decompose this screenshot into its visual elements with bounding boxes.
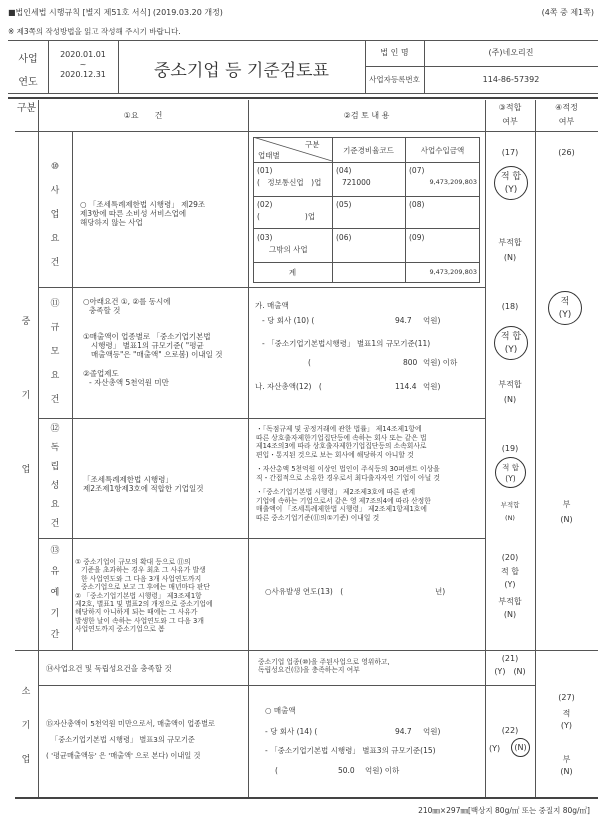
scale-asset-unit: 억원) bbox=[423, 382, 441, 391]
row2-type: (02) ( )업 bbox=[257, 200, 316, 221]
row2-code: (05) bbox=[336, 200, 352, 209]
total-label: 계 bbox=[288, 268, 297, 277]
scale-company-unit: 억원) bbox=[423, 316, 441, 325]
col-fit: ③적합 여부 bbox=[498, 103, 522, 126]
row3-type: (03) 그밖의 사업 bbox=[257, 233, 308, 254]
biz-no-label: 사업자등록번호 bbox=[369, 75, 420, 84]
scale-company-value: 94.7 bbox=[395, 316, 412, 325]
business-requirement: ○ 「조세특례제한법 시행령」 제29조 제3항에 따른 소비성 서비스업에 해당하지 않는 사업 bbox=[80, 200, 206, 227]
row2-revenue: (08) bbox=[409, 200, 425, 209]
scale-standard-label: - 「중소기업기본법시행령」 별표1의 규모기준(11) bbox=[262, 339, 431, 348]
small2-yes[interactable]: (Y) bbox=[489, 744, 501, 753]
year-label: 사업 연도 bbox=[18, 54, 38, 88]
col-proper: ④적정 여부 bbox=[555, 103, 578, 126]
small1-requirement: ⑭사업요건 및 독립성요건을 충족할 것 bbox=[46, 664, 172, 673]
th-business-type: 업태별 bbox=[258, 151, 280, 160]
th-category: 구분 bbox=[305, 140, 320, 149]
small2-company-value: 94.7 bbox=[395, 727, 412, 736]
indep-nonfit[interactable]: 부적합 (N) bbox=[500, 501, 520, 522]
biz-no: 114-86-57392 bbox=[482, 75, 540, 84]
scale-company-label: - 당 회사 (10) ( bbox=[262, 316, 315, 325]
business-code: (17) bbox=[501, 148, 519, 157]
scale-asset-label: 나. 자산총액(12) ( bbox=[255, 382, 322, 391]
scale-revenue-label: 가. 매출액 bbox=[255, 301, 289, 310]
row1-type: (01) ( 정보통신업 )업 bbox=[257, 166, 322, 187]
th-code: 기준경비율코드 bbox=[343, 146, 394, 155]
indep-fit-circled[interactable]: 적 합 (Y) bbox=[495, 457, 526, 488]
business-nonfit[interactable]: 부적합 (N) bbox=[498, 238, 522, 262]
business-label: ⑩ 사 업 요 건 bbox=[50, 162, 60, 268]
col-requirement: ①요 건 bbox=[123, 111, 163, 120]
col-category: 구분 bbox=[16, 103, 37, 114]
row1-revenue: (07) 9,473,209,803 bbox=[409, 166, 477, 186]
paper-spec-footer: 210㎜×297㎜[백상지 80g/㎡ 또는 중질지 80g/㎡] bbox=[418, 806, 590, 815]
corp-name: (주)네오리진 bbox=[488, 48, 534, 57]
mid-proper-yes-circled[interactable]: 적 (Y) bbox=[548, 291, 582, 325]
instruction-note: ※ 제3쪽의 작성방법을 읽고 작성해 주시기 바랍니다. bbox=[8, 27, 181, 36]
small1-review: 중소기업 업종(⑩)을 주된사업으로 영위하고, 독립성요건(⑫)을 충족하는지 여부 bbox=[258, 658, 390, 674]
page-indicator: (4쪽 중 제1쪽) bbox=[541, 8, 594, 17]
small2-standard-unit: 억원) 이하 bbox=[365, 766, 400, 775]
col-review: ②검 토 내 용 bbox=[343, 111, 390, 120]
small2-no-circled[interactable]: (N) bbox=[511, 738, 530, 757]
small1-fit[interactable]: (21) (Y) (N) bbox=[494, 654, 526, 676]
row3-code: (06) bbox=[336, 233, 352, 242]
form-reference: ■법인세법 시행규칙 [별지 제51호 서식] (2019.03.20 개정) bbox=[8, 8, 223, 17]
scale-nonfit[interactable]: 부적합 (N) bbox=[498, 380, 522, 404]
small-proper[interactable]: (27) 적 (Y) 부 (N) bbox=[558, 693, 575, 776]
small2-code: (22) bbox=[501, 726, 519, 735]
scale-standard-paren: ( bbox=[308, 358, 311, 367]
grace-year-label: ○사유발생 연도(13) ( bbox=[265, 587, 344, 596]
indep-requirement: 「조세특례제한법 시행령」 제2조제1항제3호에 적합한 기업일것 bbox=[83, 475, 204, 493]
small2-standard-paren: ( bbox=[275, 766, 278, 775]
row1-code: (04) 721000 bbox=[336, 166, 371, 187]
small2-standard-label: - 「중소기업기본법 시행령」 별표3의 규모기준(15) bbox=[265, 746, 436, 755]
scale-label: ⑪ 규 모 요 건 bbox=[50, 299, 60, 405]
indep-code: (19) bbox=[501, 444, 519, 453]
group-mid: 중 기 업 bbox=[21, 317, 31, 475]
corp-name-label: 법 인 명 bbox=[380, 48, 409, 57]
grace-fit[interactable]: (20) 적 합 (Y) 부적합 (N) bbox=[498, 553, 522, 619]
row3-revenue: (09) bbox=[409, 233, 425, 242]
th-revenue: 사업수입금액 bbox=[420, 146, 465, 155]
grace-label: ⑬ 유 예 기 간 bbox=[50, 546, 60, 640]
group-small: 소 기 업 bbox=[21, 687, 31, 765]
page-title: 중소기업 등 기준검토표 bbox=[153, 61, 330, 81]
total-revenue: 9,473,209,803 bbox=[429, 268, 477, 276]
small2-company-unit: 억원) bbox=[423, 727, 441, 736]
mid-proper-no[interactable]: 부 (N) bbox=[560, 500, 573, 524]
fit-circled[interactable]: 적 합 (Y) bbox=[494, 166, 528, 200]
scale-code: (18) bbox=[501, 302, 519, 311]
mid-proper-code: (26) bbox=[558, 148, 575, 157]
grace-requirement: ① 중소기업이 규모의 확대 등으로 ⑪의 기준을 초과하는 경우 최초 그 사유가 발생 한 사업연도와 그 다음 3개 사업연도까지 중소기업으로 보고 그 후에는 매년마다 판단 ② 「중소기업기본법 시행령」 제3조제1항 제2호, 별표1 및 별표2의 개정으로 중소기업에 해당하지 아니하게 되는 때에는 그 사유가 발생한 날이 속하는 사업연도와 그 다음 3개 사업연도까지 중소기업으로 봄 bbox=[75, 558, 213, 634]
scale-fit-circled[interactable]: 적 합 (Y) bbox=[494, 326, 528, 360]
grace-year-unit: 년) bbox=[435, 587, 446, 596]
indep-label: ⑫ 독 립 성 요 건 bbox=[50, 424, 60, 529]
scale-standard-value: 800 bbox=[403, 358, 418, 367]
scale-standard-unit: 억원) 이하 bbox=[423, 358, 458, 367]
scale-requirement: ○아래요건 ①, ②를 동시에 충족할 것 ①매출액이 업종별로 「중소기업기본법 시행령」 별표1의 규모기준( "평균 매출액등"은 "매출액" 으로봄) 이내일 것 ②졸업제도 - 자산총액 5천억원 미만 bbox=[83, 297, 223, 387]
scale-asset-value: 114.4 bbox=[395, 382, 417, 391]
small2-requirement: ⑮자산총액이 5천억원 미만으로서, 매출액이 업종별로 「중소기업기본법 시행령」 별표3의 규모기준 ( '평균매출액등' 은 '매출액' 으로 본다) 이내일 것 bbox=[46, 719, 215, 760]
small2-standard-value: 50.0 bbox=[338, 766, 355, 775]
period: 2020.01.01 ~ 2020.12.31 bbox=[60, 50, 106, 79]
indep-review: ・「독점규제 및 공정거래에 관한 법률」 제14조제1항에 따른 상호출자제한기업집단등에 속하는 회사 또는 같은 법 제14조의3에 따라 상호출자제한기업집단등의 소속회사로 편입・통지된 것으로 보는 회사에 해당하지 아니할 것 ・자산총액 5천억원 이상인 법인이 주식등의 30퍼센트 이상을 직・간접적으로 소유한 경우로서 최다출자자인 기업이 아닐 것 ・「중소기업기본법 시행령」 제2조제3호에 따른 관계 기업에 속하는 기업으로서 같은 영 제7조의4에 따라 산정한 매출액이 「조세특례제한법 시행령」 제2조제1항제1호에 따른 중소기업기준(⑪의①기준) 이내일 것 bbox=[256, 425, 440, 522]
small2-company-label: - 당 회사 (14) ( bbox=[265, 727, 318, 736]
small2-revenue-label: ○ 매출액 bbox=[265, 706, 296, 715]
